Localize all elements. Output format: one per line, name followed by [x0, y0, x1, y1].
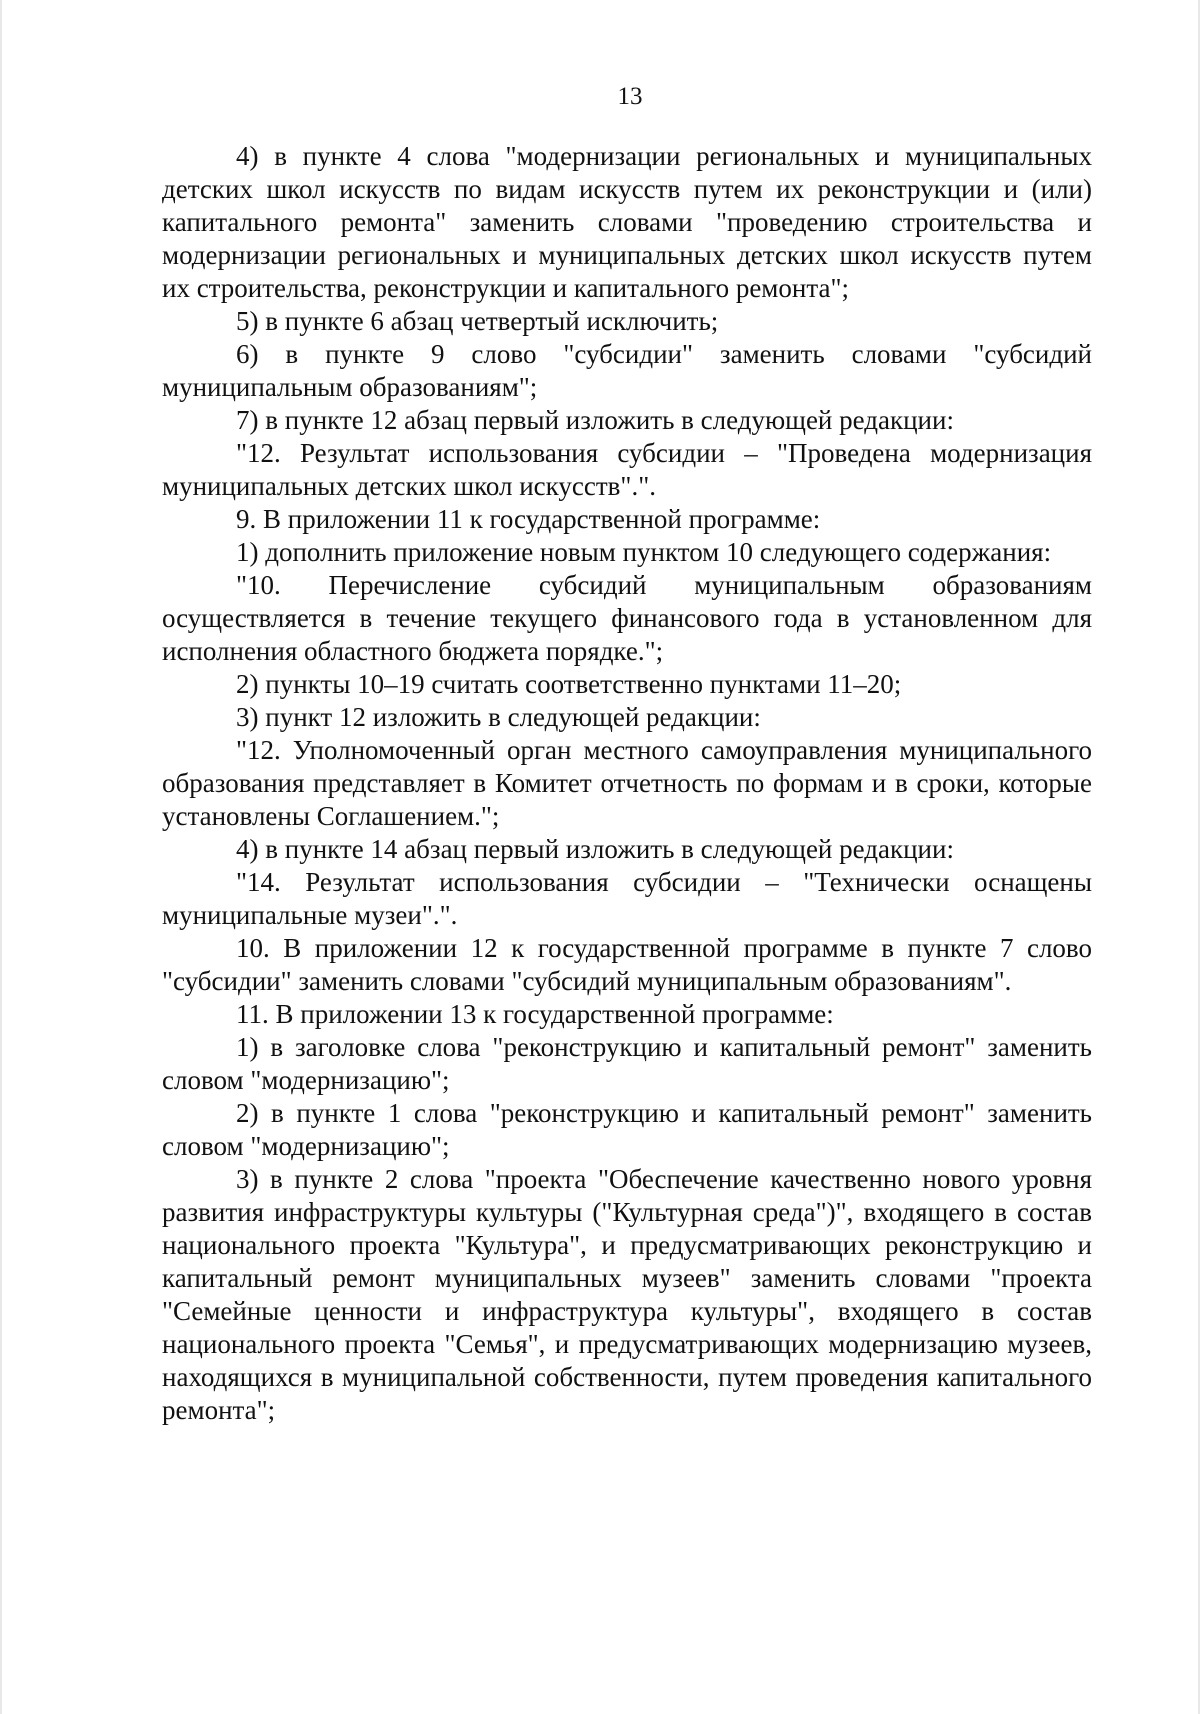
scan-edge-left: [0, 0, 2, 1714]
paragraph-7: 1) дополнить приложение новым пунктом 10 следующего содержания:: [236, 537, 1052, 567]
paragraph-4: 7) в пункте 12 абзац первый изложить в следующей редакции:: [236, 405, 954, 435]
paragraph-12: 4) в пункте 14 абзац первый изложить в следующей редакции:: [236, 834, 954, 864]
paragraph-6: 9. В приложении 11 к государственной программе:: [236, 504, 821, 534]
paragraph-3: 6) в пункте 9 слово "субсидии" заменить словами "субсидий муниципальным образованиям";: [162, 339, 1092, 402]
paragraph-18: 3) в пункте 2 слова "проекта "Обеспечение качественно нового уровня развития инфраструктуры культуры ("Культурная среда")", входящего в состав национального проекта "Культура", и предусматривающих реконструкцию и капитальный ремонт муниципальных музеев" заменить словами "проекта "Семейные ценности и инфраструктура культуры", входящего в состав национального проекта "Семья", и предусматривающих модернизацию музеев, находящихся в муниципальной собственности, путем проведения капитального ремонта";: [162, 1164, 1092, 1425]
paragraph-1: 4) в пункте 4 слова "модернизации региональных и муниципальных детских школ искусств по видам искусств путем их реконструкции и (или) капитального ремонта" заменить словами "проведению строительства и модернизации региональных и муниципальных детских школ искусств путем их строительства, реконструкции и капитального ремонта";: [162, 141, 1092, 303]
paragraph-14: 10. В приложении 12 к государственной программе в пункте 7 слово "субсидии" заменить словами "субсидий муниципальным образованиям".: [162, 933, 1092, 996]
paragraph-13: "14. Результат использования субсидии – "Технически оснащены муниципальные музеи".".: [162, 867, 1092, 930]
paragraph-8: "10. Перечисление субсидий муниципальным образованиям осуществляется в течение текущего финансового года в установленном для исполнения областного бюджета порядке.";: [162, 570, 1092, 666]
paragraph-9: 2) пункты 10–19 считать соответственно пунктами 11–20;: [236, 669, 902, 699]
paragraph-16: 1) в заголовке слова "реконструкцию и капитальный ремонт" заменить словом "модернизацию";: [162, 1032, 1092, 1095]
document-body: [162, 140, 1092, 1427]
paragraph-5: "12. Результат использования субсидии – "Проведена модернизация муниципальных детских школ искусств".".: [162, 438, 1092, 501]
paragraph-11: "12. Уполномоченный орган местного самоуправления муниципального образования представляет в Комитет отчетность по формам и в сроки, которые установлены Соглашением.";: [162, 735, 1092, 831]
paragraph-17: 2) в пункте 1 слова "реконструкцию и капитальный ремонт" заменить словом "модернизацию";: [162, 1098, 1092, 1161]
page-number: 13: [617, 83, 643, 110]
paragraph-15: 11. В приложении 13 к государственной программе:: [236, 999, 834, 1029]
paragraph-10: 3) пункт 12 изложить в следующей редакции:: [236, 702, 761, 732]
paragraph-2: 5) в пункте 6 абзац четвертый исключить;: [236, 306, 719, 336]
